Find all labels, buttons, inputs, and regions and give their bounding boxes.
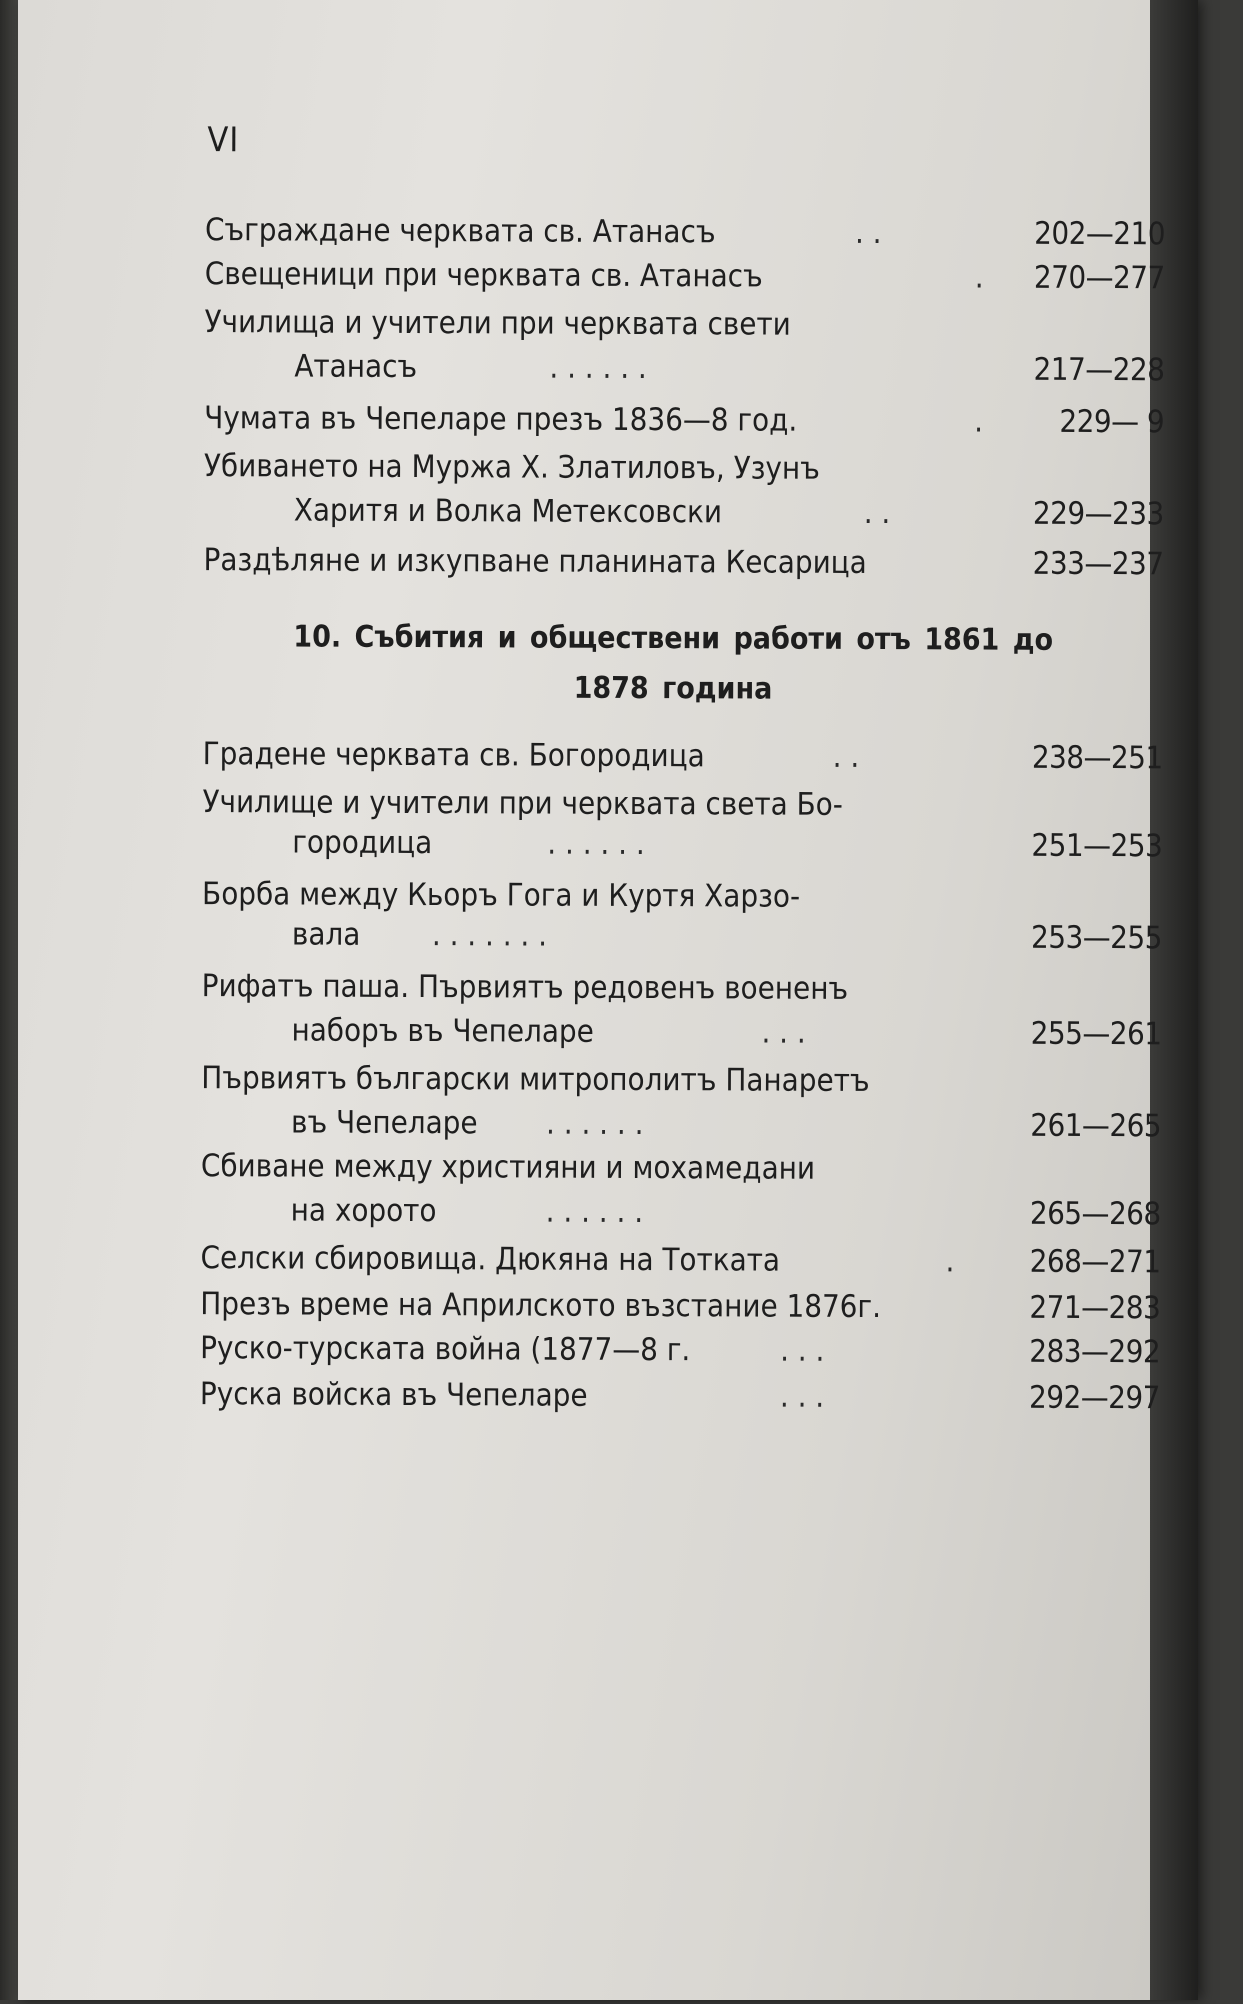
toc-entry-title: Рифатъ паша. Първиятъ редовенъ воененъ [201,968,849,1007]
toc-entry-title-cont: вала [291,916,361,953]
toc-entry [205,208,1165,256]
toc-entry [200,1326,1160,1374]
toc-entry-title: Градене черквата св. Богородица [202,736,705,775]
toc-entry-pages: 292—297 [1028,1379,1160,1417]
toc-entry-title-cont: на хорото [290,1192,437,1230]
leader-dots: . . . [779,1378,825,1415]
toc-entry-title: Презъ време на Априлското възстание 1876г. [200,1286,882,1326]
toc-entry-pages: 261—265 [1030,1107,1162,1145]
toc-entry-pages: 270—277 [1033,259,1165,297]
leader-dots: . [974,403,984,440]
toc-entry-title-cont: въ Чепеларе [291,1104,478,1142]
leader-dots: . . . . . . [546,1105,644,1143]
leader-dots: . . . . . . [545,1193,644,1231]
leader-dots: . . . [761,1014,806,1051]
leader-dots: . [974,259,984,296]
toc-entry-title: Убиването на Муржа Х. Златиловъ, Узунъ [203,448,820,487]
leader-dots: . . [863,494,891,532]
toc-entry-pages: 268—271 [1029,1243,1161,1281]
toc-entry [200,1372,1160,1420]
table-of-contents [177,0,1186,2004]
leader-dots: . [945,1243,955,1280]
toc-entry [204,444,1164,536]
toc-entry [201,964,1161,1056]
toc-entry-pages: 233—237 [1032,545,1164,583]
toc-entry-pages: 251—253 [1031,827,1163,865]
toc-entry-title: Борба между Кьоръ Гога и Куртя Харзо- [202,876,801,915]
toc-entry [201,1056,1161,1148]
toc-entry [205,252,1165,300]
leader-dots: . . . . . . [549,349,647,387]
toc-entry [203,538,1163,586]
toc-entry [203,732,1163,780]
toc-entry-title-cont: Атанасъ [294,348,418,386]
toc-entry [202,780,1162,868]
toc-entry-title: Сбиване между християни и мохамедани [200,1148,816,1187]
book-spine [0,0,20,2000]
toc-entry-title: Руско-турската война (1877—8 г. [200,1330,691,1369]
leader-dots: . . . [780,1332,825,1369]
toc-entry [200,1236,1160,1284]
toc-entry-pages: 255—261 [1030,1015,1162,1053]
toc-entry-title: Училище и учители при черквата света Бо- [202,784,843,823]
toc-entry-title: Руска войска въ Чепеларе [199,1376,588,1414]
section-heading [223,612,1123,716]
toc-entry-title: Съграждане черквата св. Атанасъ [204,212,716,251]
toc-entry-pages: 238—251 [1031,739,1163,777]
toc-entry [200,1282,1160,1330]
leader-dots: . . . . . . . [431,917,548,954]
toc-entry-pages: 283—292 [1029,1333,1161,1371]
toc-entry-pages: 217—228 [1033,351,1165,389]
toc-entry-title-cont: Харитя и Волка Метексовски [293,492,723,531]
toc-entry [204,300,1164,392]
toc-entry-pages: 271—283 [1029,1289,1161,1327]
toc-entry-pages: 202—210 [1034,215,1166,253]
toc-entry-title: Чумата въ Чепеларе презъ 1836—8 год. [204,400,798,439]
toc-entry [204,396,1164,444]
toc-entry-title: Първиятъ български митрополитъ Панаретъ [201,1060,870,1099]
toc-entry-title: Селски сбировища. Дюкяна на Тотката [200,1240,781,1279]
page-number: VI [207,120,240,161]
toc-entry-title-cont: городица [292,824,433,862]
leader-dots: . . . . . . [547,825,645,863]
toc-entry-title: Свещеници при черквата св. Атанасъ [204,256,763,295]
toc-entry-title: Раздѣляне и изкупване планината Кесарица [203,542,867,581]
leader-dots: . . [832,738,860,775]
section-heading-line: 10. Събития и обществени работи отъ 1861 до [293,619,1054,658]
toc-entry-pages: 229— 9 [1059,403,1165,441]
toc-entry-title-cont: наборъ въ Чепеларе [291,1012,594,1050]
toc-entry-pages: 265—268 [1029,1195,1161,1233]
toc-entry-title: Училища и учители при черквата свети [204,304,791,343]
toc-entry-pages: 229—233 [1032,495,1164,533]
section-heading-line: 1878 година [573,670,773,707]
toc-entry-pages: 253—255 [1030,919,1162,957]
toc-entry [202,872,1162,960]
toc-entry [201,1144,1161,1236]
leader-dots: . . [854,214,882,252]
